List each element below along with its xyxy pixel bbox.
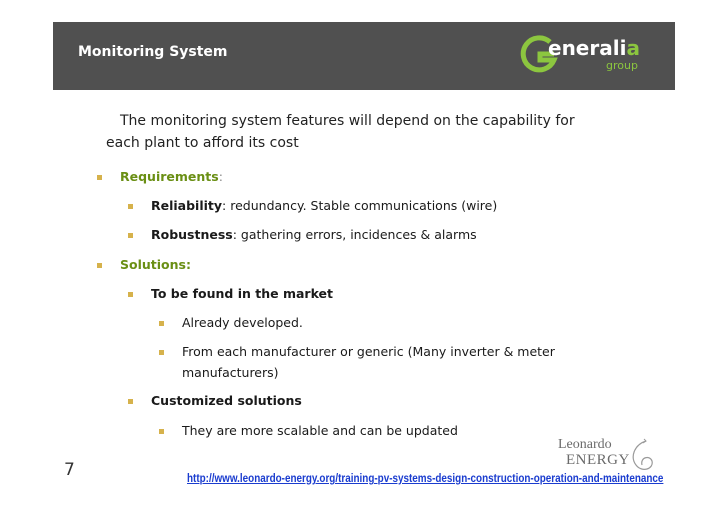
bullet-icon xyxy=(128,233,133,238)
bullet-icon xyxy=(97,175,102,180)
generalia-logo xyxy=(518,34,668,78)
intro-line-2: each plant to afford its cost xyxy=(106,135,299,151)
market-item-continuation: manufacturers) xyxy=(182,365,279,380)
market-item: From each manufacturer or generic (Many inverter & meter xyxy=(182,344,555,359)
requirement-item: Reliability: redundancy. Stable communications (wire) xyxy=(151,198,498,213)
logo-wordmark: eneralia xyxy=(548,36,640,60)
leonardo-energy-logo xyxy=(558,437,658,477)
custom-item: They are more scalable and can be updated xyxy=(182,423,458,438)
bullet-icon xyxy=(128,292,133,297)
leonardo-logo-line1: Leonardo xyxy=(558,437,612,452)
bullet-icon xyxy=(159,321,164,326)
logo-subtitle: group xyxy=(606,59,638,72)
requirement-item: Robustness: gathering errors, incidences & alarms xyxy=(151,227,477,242)
market-solutions-label: To be found in the market xyxy=(151,286,334,301)
requirements-heading: Requirements: xyxy=(120,169,223,184)
market-item: Already developed. xyxy=(182,315,303,330)
leonardo-logo-line2: ENERGY xyxy=(566,452,630,468)
page-number: 7 xyxy=(64,460,75,480)
custom-solutions-label: Customized solutions xyxy=(151,393,302,408)
bullet-icon xyxy=(159,350,164,355)
header-bar xyxy=(53,22,675,90)
bullet-icon xyxy=(159,429,164,434)
leonardo-energy-logo-icon xyxy=(624,437,658,477)
solutions-heading: Solutions: xyxy=(120,257,191,272)
bullet-icon xyxy=(128,399,133,404)
bullet-icon xyxy=(97,263,102,268)
intro-paragraph xyxy=(106,110,576,154)
slide-title: Monitoring System xyxy=(78,44,228,60)
footer-url-link[interactable]: http://www.leonardo-energy.org/training-pv-systems-design-construction-operation-and-maintenance xyxy=(187,473,664,485)
intro-line-1: The monitoring system features will depend on the capability for xyxy=(120,113,575,129)
bullet-icon xyxy=(128,204,133,209)
